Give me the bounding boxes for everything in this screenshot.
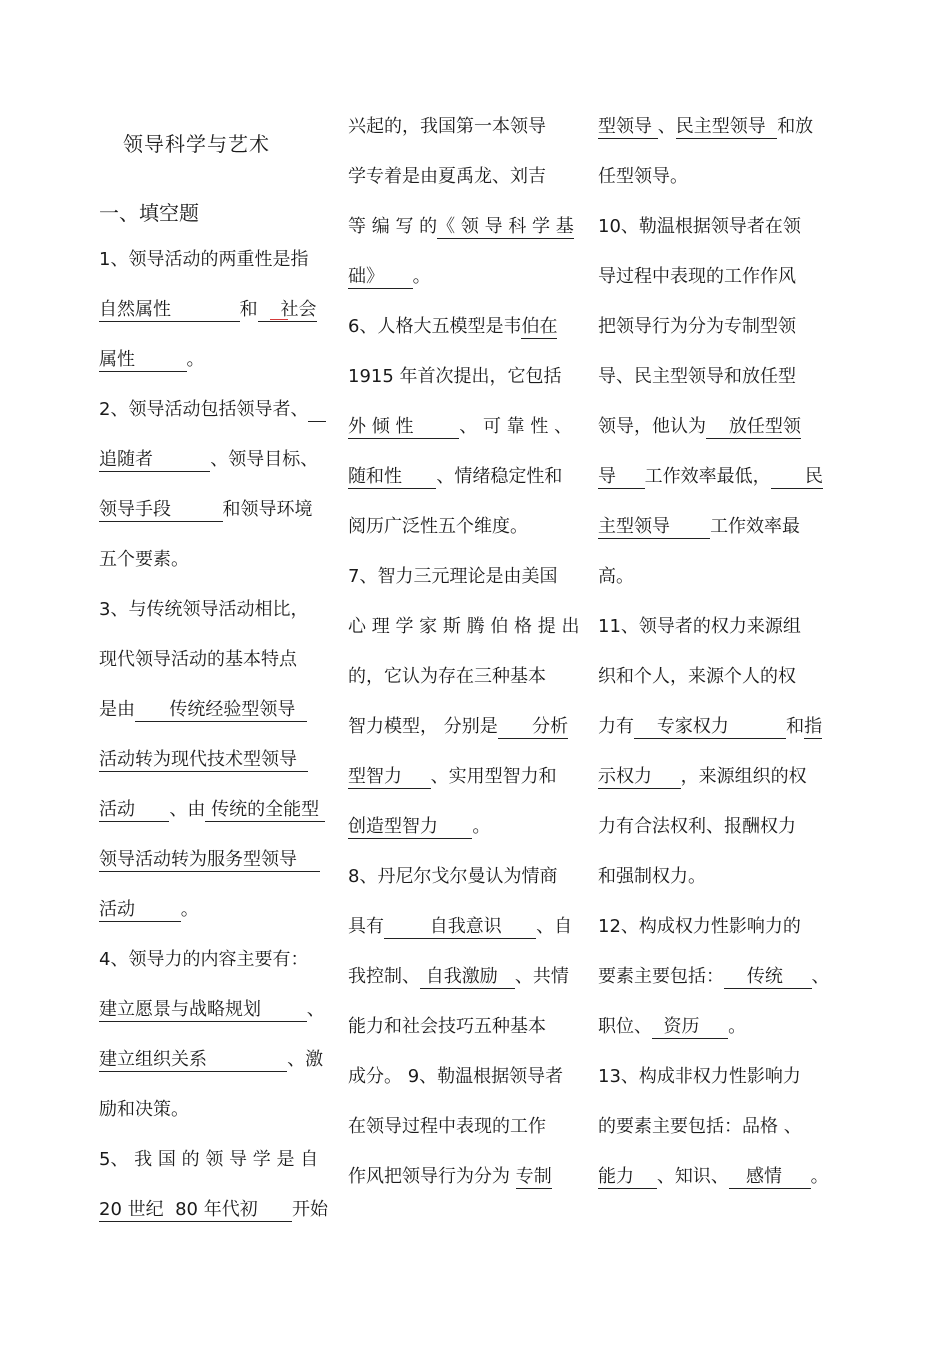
text-line (99, 899, 199, 922)
text-line (348, 966, 569, 989)
answer-blank: 追随者 (99, 449, 211, 470)
text-run: 和领导环境 (222, 499, 313, 520)
text-line (598, 316, 796, 338)
text-run: 。 (412, 266, 431, 287)
text-run: 作风把领导行为分为 (348, 1166, 516, 1187)
text-line (598, 866, 706, 888)
text-line (348, 716, 568, 739)
text-run: 织和个人，来源个人的权 (598, 666, 796, 687)
text-run: 、 可 靠 性 、 (459, 416, 573, 437)
text-line (99, 1199, 328, 1222)
section-heading: 一、填空题 (99, 201, 199, 225)
text-run: 、 (657, 116, 676, 137)
text-run: 和 (786, 716, 805, 737)
text-run: 导、民主型领导和放任型 (598, 366, 796, 387)
text-run: 、知识、 (656, 1166, 729, 1187)
text-run: 高。 (598, 566, 634, 587)
text-run: 10、勒温根据领导者在领 (598, 216, 801, 237)
text-run: 6、人格大五模型是韦 (348, 316, 522, 337)
text-line (348, 166, 546, 188)
text-line (99, 1099, 189, 1121)
text-run: 任型领导。 (598, 166, 688, 187)
text-run: 开始 (292, 1199, 329, 1220)
answer-blank: 创造型智力 (348, 816, 473, 837)
text-run: 和 (239, 299, 258, 320)
text-run: 1、领导活动的两重性是指 (99, 249, 309, 270)
text-run: 、实用型智力和 (430, 766, 557, 787)
text-run: 职位、 (598, 1016, 652, 1037)
text-line (598, 216, 801, 238)
text-run: 具有 (348, 916, 384, 937)
text-line (348, 416, 572, 439)
text-line (348, 816, 490, 839)
text-line (348, 866, 557, 888)
text-run: 的要素主要包括：品格 、 (598, 1116, 802, 1137)
text-line (99, 849, 320, 872)
answer-blank: 传统经验型领导 (135, 699, 307, 720)
text-line (99, 599, 308, 621)
answer-blank: 伯在 (521, 316, 558, 337)
text-run: 。 (472, 816, 491, 837)
text-run: 5、 我 国 的 领 导 学 是 自 (99, 1149, 319, 1170)
answer-blank (308, 400, 325, 422)
text-run: 、 (306, 999, 325, 1020)
text-run: ，来源组织的权 (680, 766, 807, 787)
text-line (598, 966, 830, 989)
text-line (598, 516, 800, 539)
answer-blank: 自我激励 (420, 966, 515, 987)
text-run: 。 (186, 349, 205, 370)
text-line (348, 116, 546, 138)
answer-blank: 资历 (652, 1016, 729, 1037)
text-run: 。 (810, 1166, 829, 1187)
text-line (348, 316, 557, 339)
answer-blank: 活动转为现代技术型领导 (99, 749, 309, 770)
answer-blank: 示权力 (598, 766, 681, 787)
text-run: 把领导行为分为专制型领 (598, 316, 796, 337)
answer-blank: 领导活动转为服务型领导 (99, 849, 320, 870)
text-line (348, 766, 557, 789)
text-line (348, 516, 528, 538)
text-run: 兴起的，我国第一本领导 (348, 116, 546, 137)
text-line (99, 499, 313, 522)
answer-blank: 放任型领 (706, 416, 801, 437)
text-line (348, 1116, 546, 1138)
text-line (598, 666, 796, 688)
answer-blank: 20 世纪 80 年代初 (99, 1199, 293, 1220)
text-run: 7、智力三元理论是由美国 (348, 566, 558, 587)
answer-blank: 外 倾 性 (348, 416, 460, 437)
text-line (99, 749, 308, 772)
text-run: 和强制权力。 (598, 866, 706, 887)
answer-blank: 领导手段 (99, 499, 223, 520)
text-run: 要素主要包括： (598, 966, 724, 987)
text-line (348, 916, 572, 939)
text-line (598, 816, 796, 838)
text-line (598, 116, 813, 139)
text-line (598, 366, 796, 388)
text-line (348, 1016, 546, 1038)
answer-blank: 建立愿景与战略规划 (99, 999, 307, 1020)
text-run: 1915 年首次提出，它包括 (348, 366, 562, 387)
text-run: 是由 (99, 699, 135, 720)
text-line (99, 1149, 318, 1171)
answer-blank: 传统 (724, 966, 812, 987)
text-line (348, 1166, 552, 1189)
text-run: 、情绪稳定性和 (436, 466, 563, 487)
text-run: 力有 (598, 716, 634, 737)
text-line (348, 566, 557, 588)
text-line (598, 166, 688, 188)
answer-blank: 随和性 (348, 466, 437, 487)
text-run: 、 (811, 966, 830, 987)
text-line (598, 916, 801, 938)
text-line (348, 216, 574, 239)
answer-blank: 属性 (99, 349, 187, 370)
answer-blank: 导 (598, 466, 645, 487)
answer-blank: 民主型领导 (675, 116, 778, 137)
text-line (598, 716, 822, 739)
answer-blank: 《 领 导 科 学 基 (437, 216, 574, 237)
answer-blank: 专制 (515, 1166, 552, 1187)
text-line (99, 1049, 323, 1072)
text-run: 五个要素。 (99, 549, 189, 570)
text-run: 、共情 (514, 966, 569, 987)
text-run: 智力模型， 分别是 (348, 716, 498, 737)
text-run: 、自 (536, 916, 573, 937)
text-line (99, 999, 325, 1022)
text-line (99, 949, 308, 971)
text-run: 。 (180, 899, 199, 920)
text-line (99, 299, 317, 322)
text-line (598, 1066, 801, 1088)
text-line (598, 1116, 802, 1138)
text-line (348, 666, 546, 688)
text-run: 现代领导活动的基本特点 (99, 649, 297, 670)
answer-blank: 指 (804, 716, 823, 737)
answer-blank: 民 (770, 466, 823, 487)
text-line (99, 349, 205, 372)
text-line (348, 1066, 563, 1088)
answer-blank: 建立组织关系 (99, 1049, 288, 1070)
text-run: 工作效率最 (710, 516, 801, 537)
answer-blank: 能力 (598, 1166, 657, 1187)
text-run: 能力和社会技巧五种基本 (348, 1016, 546, 1037)
text-run: 、领导目标、 (210, 449, 319, 470)
page-title: 领导科学与艺术 (123, 132, 270, 156)
text-run: 13、构成非权力性影响力 (598, 1066, 801, 1087)
text-run: 我控制、 (348, 966, 420, 987)
text-line (99, 649, 297, 671)
answer-blank: 感情 (728, 1166, 811, 1187)
answer-blank: 自然属性 (99, 299, 240, 320)
text-run: 、由 (169, 799, 206, 820)
text-run: 11、领导者的权力来源组 (598, 616, 801, 637)
text-line (99, 249, 308, 271)
text-run: 3、与传统领导活动相比， (99, 599, 309, 620)
text-run: 的，它认为存在三种基本 (348, 666, 546, 687)
answer-blank: 型智力 (348, 766, 431, 787)
text-run: 8、丹尼尔戈尔曼认为情商 (348, 866, 558, 887)
text-line (99, 549, 189, 571)
text-run: 、激 (287, 1049, 324, 1070)
text-run: 12、构成权力性影响力的 (598, 916, 801, 937)
text-line (598, 466, 823, 489)
text-run: 成分。 9、勒温根据领导者 (348, 1066, 564, 1087)
text-line (348, 266, 431, 289)
text-line (99, 399, 326, 422)
text-line (348, 366, 562, 388)
text-line (99, 799, 325, 822)
text-line (598, 266, 796, 288)
answer-blank: 活动 (99, 799, 170, 820)
text-line (598, 616, 801, 638)
text-line (99, 449, 318, 472)
answer-blank: 传统的全能型 (205, 799, 325, 820)
text-line (348, 616, 580, 638)
answer-blank: 础》 (348, 266, 413, 287)
text-run: 。 (728, 1016, 747, 1037)
text-run: 励和决策。 (99, 1099, 189, 1120)
text-line (598, 416, 801, 439)
text-run: 力有合法权利、报酬权力 (598, 816, 796, 837)
text-run: 4、领导力的内容主要有： (99, 949, 309, 970)
text-run: 和放 (777, 116, 814, 137)
text-run: 导过程中表现的工作作风 (598, 266, 796, 287)
text-run: 领导，他认为 (598, 416, 706, 437)
text-run: 心 理 学 家 斯 腾 伯 格 提 出 (348, 616, 580, 637)
text-run: 工作效率最低， (644, 466, 771, 487)
answer-blank: 型领导 (598, 116, 658, 137)
text-line (598, 1166, 829, 1189)
text-run: 等 编 写 的 (348, 216, 438, 237)
text-run: 阅历广泛性五个维度。 (348, 516, 528, 537)
answer-blank: 自我意识 (384, 916, 537, 937)
text-line (598, 766, 807, 789)
answer-blank: 主型领导 (598, 516, 711, 537)
text-run: 在领导过程中表现的工作 (348, 1116, 546, 1137)
answer-blank: 专家权力 (634, 716, 787, 737)
text-run: 2、领导活动包括领导者、 (99, 399, 309, 420)
answer-blank: 活动 (99, 899, 181, 920)
text-line (99, 699, 307, 722)
text-run: 学专着是由夏禹龙、刘吉 (348, 166, 546, 187)
text-line (598, 566, 634, 588)
answer-blank: 分析 (497, 716, 569, 737)
text-line (348, 466, 562, 489)
answer-blank: 社会 (257, 299, 317, 320)
text-line (598, 1016, 746, 1039)
